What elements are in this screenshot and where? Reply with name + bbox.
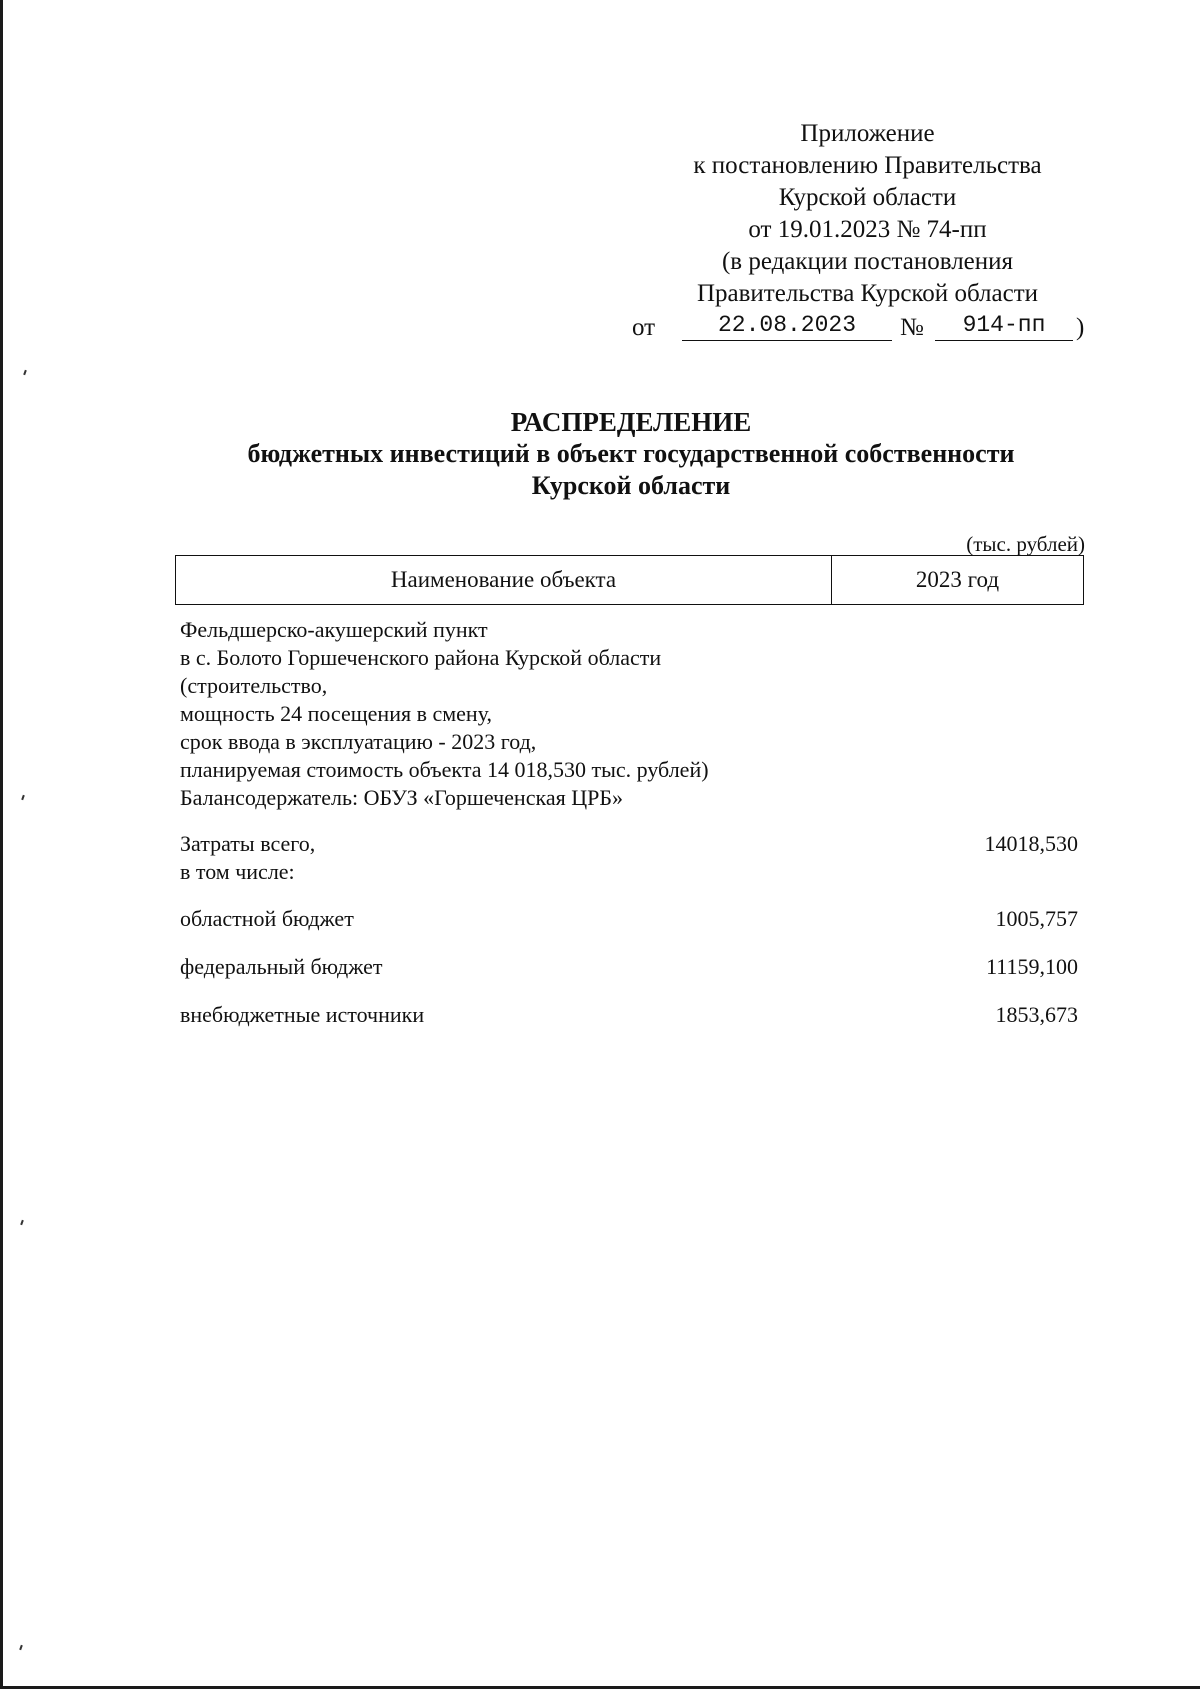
amendment-date-line (630, 310, 1105, 344)
approval-line: Приложение (800, 120, 935, 147)
number-sign: № (900, 314, 924, 341)
scan-speck (23, 370, 27, 375)
extrabudgetary-value: 1853,673 (995, 1002, 1078, 1027)
title-sub-2: Курской области (531, 471, 731, 500)
approval-line: Правительства Курской области (696, 280, 1039, 307)
total-label-2: в том числе: (180, 859, 295, 884)
scan-edge-left (0, 0, 3, 1689)
scan-speck (21, 795, 25, 800)
object-line: планируемая стоимость объекта 14 018,530 тыс. рублей) (180, 757, 709, 782)
cost-label (180, 830, 315, 886)
title-main: РАСПРЕДЕЛЕНИЕ (510, 407, 752, 437)
scan-speck (19, 1645, 23, 1650)
scan-speck (20, 1220, 24, 1225)
header-object-name: Наименование объекта (176, 556, 832, 604)
table-header (175, 555, 1084, 605)
header-year: 2023 год (915, 567, 1000, 592)
regional-value: 1005,757 (995, 906, 1078, 931)
approval-line: (в редакции постановления (721, 248, 1014, 275)
federal-label: федеральный бюджет (180, 954, 383, 979)
approval-line: от 19.01.2023 № 74-пп (748, 216, 987, 243)
object-line: срок ввода в эксплуатацию - 2023 год, (180, 729, 537, 754)
federal-value: 11159,100 (986, 954, 1078, 979)
object-line: мощность 24 посещения в смену, (180, 701, 492, 726)
object-description (180, 616, 880, 812)
close-paren: ) (1076, 314, 1085, 341)
object-line: в с. Болото Горшеченского района Курской области (180, 645, 662, 670)
approval-line: к постановлению Правительства (693, 152, 1042, 179)
extrabudgetary-label: внебюджетные источники (180, 1002, 425, 1027)
object-line: (строительство, (180, 673, 328, 698)
regional-label: областной бюджет (180, 906, 354, 931)
total-value: 14018,530 (984, 831, 1078, 856)
ot-label: от (632, 314, 656, 341)
document-title (150, 406, 1112, 502)
title-sub-1: бюджетных инвестиций в объект государственной собственности (247, 439, 1015, 468)
units-label: (тыс. рублей) (966, 532, 1085, 556)
amendment-date: 22.08.2023 (682, 310, 892, 341)
object-line: Фельдшерско-акушерский пункт (180, 617, 488, 642)
approval-block (630, 118, 1105, 344)
object-line: Балансодержатель: ОБУЗ «Горшеченская ЦРБ» (180, 785, 623, 810)
approval-line: Курской области (778, 184, 957, 211)
amendment-number: 914-пп (935, 310, 1073, 341)
total-label-1: Затраты всего, (180, 831, 316, 856)
